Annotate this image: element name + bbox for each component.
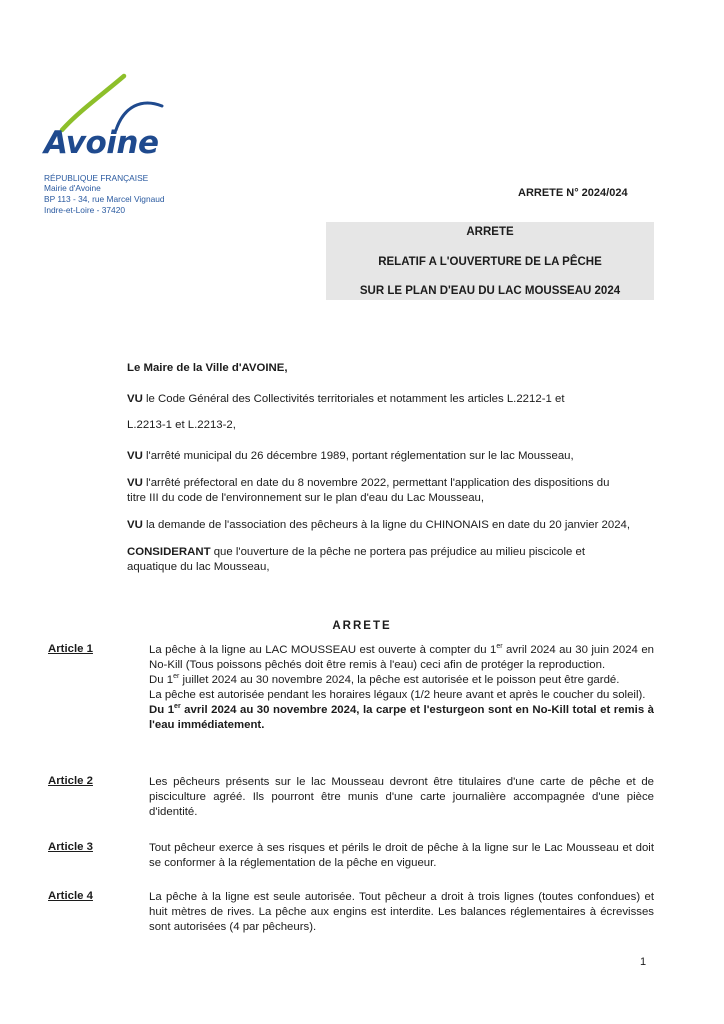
article-text: La pêche à la ligne au LAC MOUSSEAU est ouverte à compter du 1er avril 2024 au 30 juin 2024 en No-Kill (Tous poissons pêchés doit être remis à l'eau) ceci afin de protéger la reproduction. Du 1er juillet 2024 au 30 novembre 2024, la pêche est autorisée et le poisson peut être gardé. La pêche est autorisée pendant les horaires légaux (1/2 heure avant et après le coucher du soleil). Du 1er avril 2024 au 30 novembre 2024, la carpe et l'esturgeon sont en No-Kill total et remis à l'eau immédiatement. <box>149 643 655 731</box>
vu-line: VU la demande de l'association des pêcheurs à la ligne du CHINONAIS en date du 20 janvier 2024, <box>127 519 631 531</box>
address-line: BP 113 - 34, rue Marcel Vignaud <box>44 194 165 204</box>
title-line-3: SUR LE PLAN D'EAU DU LAC MOUSSEAU 2024 <box>359 285 621 297</box>
considerant-line: CONSIDERANT que l'ouverture de la pêche ne portera pas préjudice au milieu piscicole et <box>127 546 586 558</box>
vu-line: titre III du code de l'environnement sur le plan d'eau du Lac Mousseau, <box>127 492 485 504</box>
article-text: La pêche à la ligne est seule autorisée. Tout pêcheur a droit à trois lignes (toutes confondues) et huit mètres de rives. La pêche aux engins est interdite. Les balances réglementaires à écrevisses sont autorisées (4 par pêcheurs). <box>149 891 654 933</box>
vu-line: L.2213-1 et L.2213-2, <box>127 419 236 431</box>
page-number: 1 <box>640 956 647 968</box>
decree-reference: ARRETE N° 2024/024 <box>518 187 628 199</box>
vu-line: VU l'arrêté préfectoral en date du 8 novembre 2022, permettant l'application des dispositions du <box>127 477 610 489</box>
title-box <box>326 222 654 300</box>
article-label: Article 2 <box>48 775 93 787</box>
considerant-line: aquatique du lac Mousseau, <box>127 561 270 573</box>
address-line: RÉPUBLIQUE FRANÇAISE <box>44 173 149 183</box>
logo-wordmark: Avoine <box>44 125 159 161</box>
address-line: Indre-et-Loire - 37420 <box>44 205 126 215</box>
address-line: Mairie d'Avoine <box>44 183 101 193</box>
article-label: Article 1 <box>48 643 93 655</box>
title-line-2: RELATIF A L'OUVERTURE DE LA PÊCHE <box>378 256 602 268</box>
article-text: Les pêcheurs présents sur le lac Mousseau devront être titulaires d'une carte de pêche et de pisciculture agréé. Ils pourront être munis d'une carte journalière accompagnée d'une pièce d'identité. <box>149 776 654 818</box>
article-label: Article 4 <box>48 890 93 902</box>
title-line-1: ARRETE <box>466 226 514 238</box>
article-label: Article 3 <box>48 841 93 853</box>
mayor-line: Le Maire de la Ville d'AVOINE, <box>127 362 288 374</box>
decision-title: ARRETE <box>332 620 392 632</box>
article-text: Tout pêcheur exerce à ses risques et périls le droit de pêche à la ligne sur le Lac Mousseau et doit se conformer à la réglementation de la pêche en vigueur. <box>149 842 654 869</box>
vu-line: VU l'arrêté municipal du 26 décembre 1989, portant réglementation sur le lac Mousseau, <box>127 450 574 462</box>
vu-line: VU le Code Général des Collectivités territoriales et notamment les articles L.2212-1 et <box>127 393 565 405</box>
